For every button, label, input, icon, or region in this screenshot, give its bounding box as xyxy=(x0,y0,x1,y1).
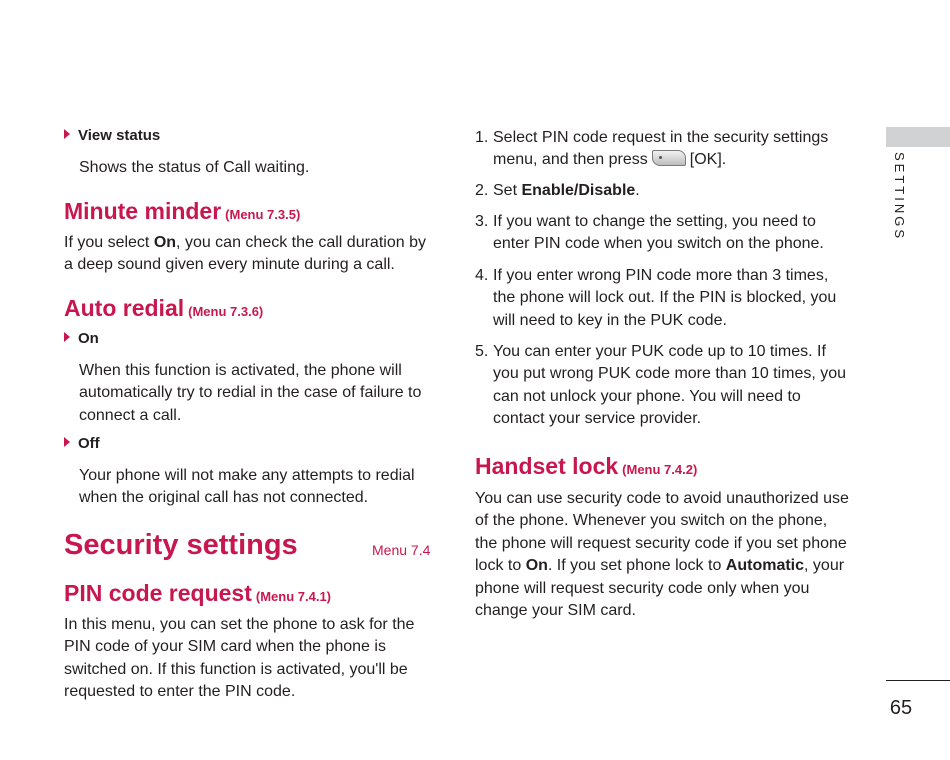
security-settings-title: Security settings xyxy=(64,529,298,561)
triangle-bullet-icon xyxy=(64,129,70,139)
minute-minder-heading xyxy=(64,198,300,225)
minute-minder-text: If you select On, you can check the call duration by a deep sound given every minute during a call. xyxy=(64,234,426,274)
pin-code-request-heading xyxy=(64,580,331,607)
pin-code-request-menu-ref: (Menu 7.4.1) xyxy=(255,589,332,604)
step-2: 2. Set Enable/Disable. xyxy=(475,182,640,199)
minute-minder-menu-ref: (Menu 7.3.5) xyxy=(225,207,301,222)
section-tab xyxy=(886,127,950,147)
handset-lock-text: You can use security code to avoid unauthorized use of the phone. Whenever you switch on the phone, the phone will request security code if you set phone lock to On. If you set phone lock to Automatic, your phone will request security code only when you change your SIM card. xyxy=(475,490,849,620)
page-number: 65 xyxy=(889,697,913,719)
step-1: 1. Select PIN code request in the security settings menu, and then press [OK]. xyxy=(475,129,829,169)
security-settings-menu-ref: Menu 7.4 xyxy=(372,542,431,558)
auto-redial-title: Auto redial xyxy=(64,295,185,321)
handset-lock-title: Handset lock xyxy=(475,453,619,479)
ok-softkey-icon xyxy=(652,150,686,166)
footer-divider xyxy=(886,680,950,681)
auto-redial-menu-ref: (Menu 7.3.6) xyxy=(188,304,264,319)
view-status-text: Shows the status of Call waiting. xyxy=(79,159,310,176)
auto-redial-on-heading: On xyxy=(64,330,99,347)
step-4: 4. If you enter wrong PIN code more than 3 times, the phone will lock out. If the PIN is blocked, you will need to key in the PUK code. xyxy=(475,267,837,329)
handset-lock-heading xyxy=(475,453,697,480)
auto-redial-heading xyxy=(64,295,263,322)
pin-code-request-title: PIN code request xyxy=(64,580,252,606)
section-label: SETTINGS xyxy=(892,152,907,242)
auto-redial-off-heading: Off xyxy=(64,435,100,452)
step-3: 3. If you want to change the setting, you need to enter PIN code when you switch on the phone. xyxy=(475,213,824,253)
handset-lock-menu-ref: (Menu 7.4.2) xyxy=(622,462,698,477)
step-5: 5. You can enter your PUK code up to 10 times. If you put wrong PUK code more than 10 times, you can not unlock your phone. You will need to contact your service provider. xyxy=(475,343,847,428)
view-status-heading: View status xyxy=(64,127,160,144)
pin-code-request-text: In this menu, you can set the phone to ask for the PIN code of your SIM card when the phone is switched on. If this function is activated, you'll be requested to enter the PIN code. xyxy=(64,616,415,701)
auto-redial-off-text: Your phone will not make any attempts to redial when the original call has not connected. xyxy=(79,467,415,507)
triangle-bullet-icon xyxy=(64,332,70,342)
triangle-bullet-icon xyxy=(64,437,70,447)
auto-redial-on-text: When this function is activated, the phone will automatically try to redial in the case of failure to connect a call. xyxy=(79,362,422,424)
minute-minder-title: Minute minder xyxy=(64,198,222,224)
